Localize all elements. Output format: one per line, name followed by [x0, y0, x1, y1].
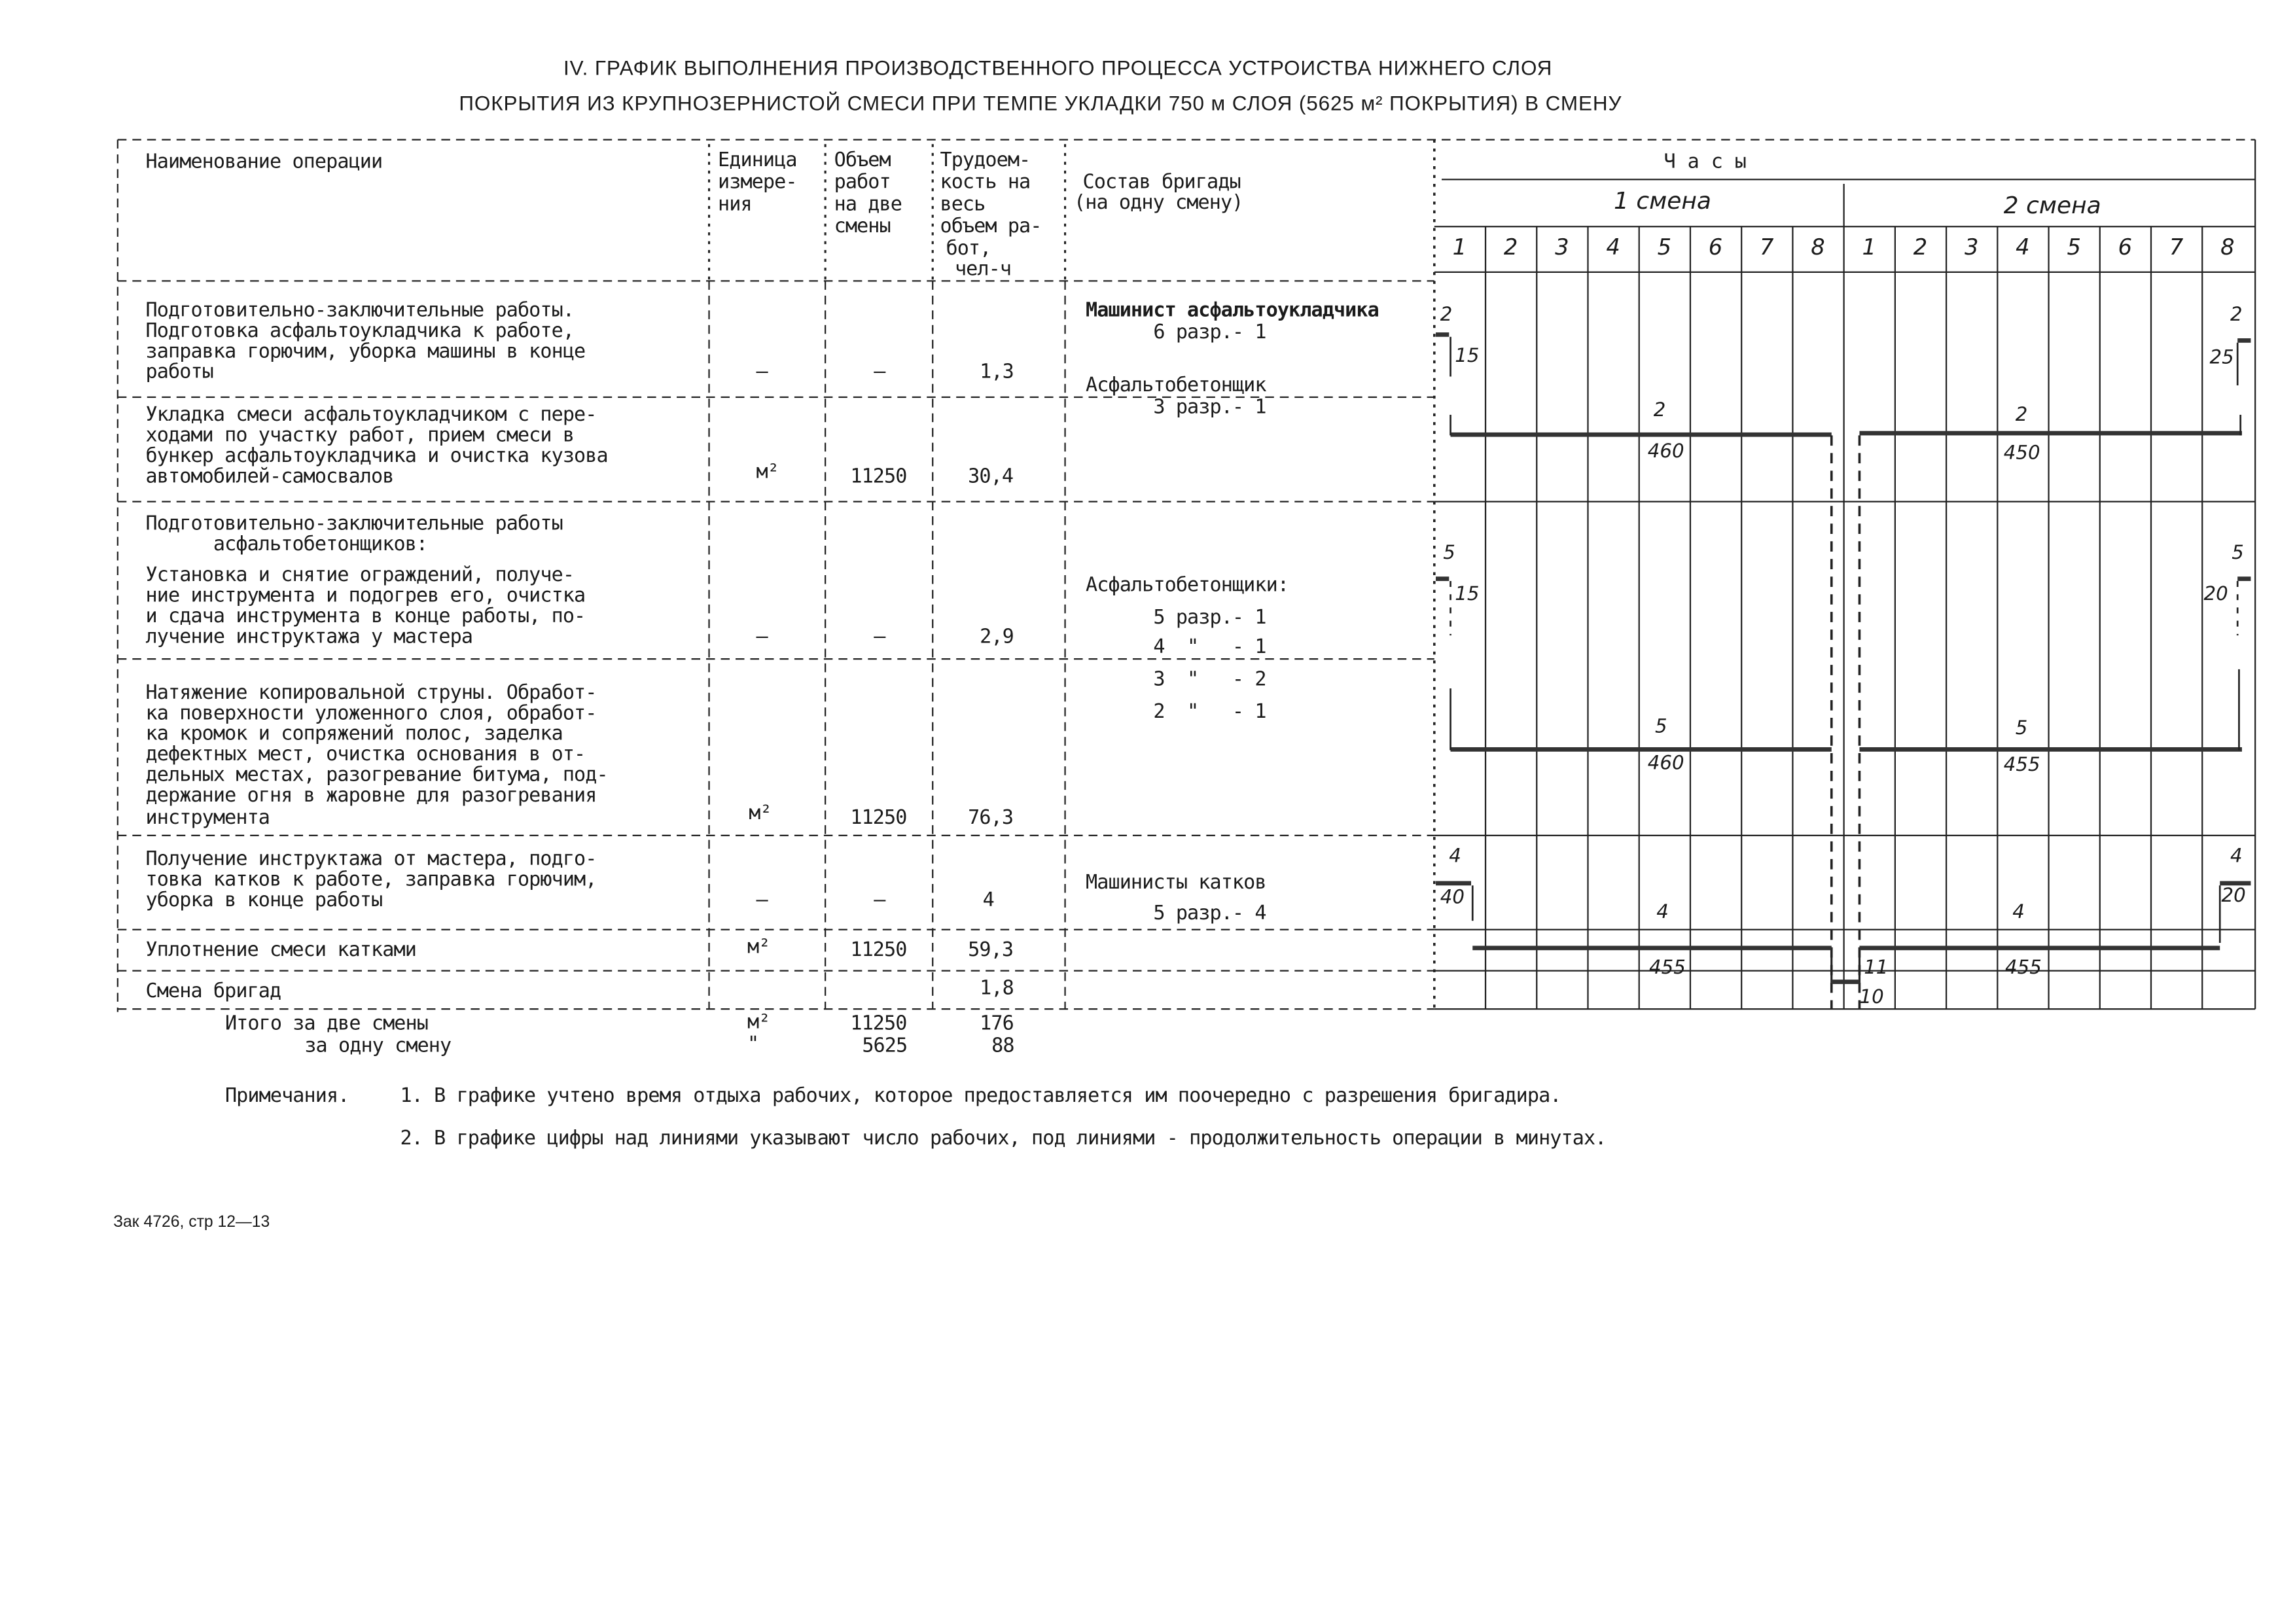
notes-label: Примечания.	[224, 1086, 349, 1108]
row3-labor: 2,9	[980, 626, 1014, 649]
row2-labor: 30,4	[968, 466, 1014, 489]
row5-name-3: уборка в конце работы	[145, 890, 383, 912]
row1-name-3: заправка горючим, уборка машины в конце	[145, 341, 586, 364]
row1-name-4: работы	[145, 362, 213, 384]
hour-number-1: 1	[1452, 234, 1467, 260]
crew-asphalt-workers: Асфальтобетонщики:	[1086, 574, 1289, 597]
hour-number-10: 2	[1913, 234, 1928, 260]
totals-label-2: за одну смену	[304, 1035, 452, 1058]
totals-unit-2: "	[747, 1034, 759, 1057]
gantt-d1-workers: 5	[1655, 716, 1667, 739]
row4-volume: 11250	[850, 807, 907, 830]
row5-name-1: Получение инструктажа от мастера, подго-	[145, 849, 597, 871]
gantt-b2-minutes: 450	[2003, 442, 2040, 465]
crew-asphalt-worker: Асфальтобетонщик	[1086, 375, 1266, 397]
hour-number-6: 6	[1708, 234, 1723, 260]
header-labor-2: кость на	[940, 172, 1031, 194]
hour-number-14: 6	[2118, 234, 2133, 260]
footer-order-ref: Зак 4726, стр 12—13	[113, 1213, 270, 1231]
totals-volume-2: 5625	[862, 1035, 908, 1058]
gantt-g-minutes: 10	[1859, 987, 1884, 1010]
gantt-g-workers: 11	[1864, 957, 1889, 980]
gantt-b2-workers: 2	[2015, 404, 2028, 427]
hour-number-4: 4	[1606, 234, 1620, 260]
header-volume-1: Объем	[834, 150, 891, 173]
gantt-a-end-workers: 2	[2230, 304, 2243, 327]
header-unit-3: ния	[718, 194, 752, 217]
gantt-a-start-workers: 2	[1440, 304, 1453, 327]
row4-name-2: ка поверхности уложенного слоя, обработ-	[145, 703, 597, 726]
row2-name-4: автомобилей-самосвалов	[145, 466, 394, 489]
header-labor-1: Трудоем-	[940, 150, 1031, 173]
header-shift-2: 2 смена	[2003, 191, 2101, 219]
gantt-c-end-workers: 5	[2232, 542, 2244, 565]
row4-name-5: дельных местах, разогревание битума, под-	[145, 764, 608, 787]
hour-number-9: 1	[1862, 234, 1876, 260]
gantt-c-start-minutes: 15	[1455, 584, 1480, 607]
gantt-e-start-workers: 4	[1449, 845, 1461, 868]
gantt-f1-minutes: 455	[1649, 957, 1686, 980]
header-crew-2: (на одну смену)	[1074, 192, 1243, 215]
row4-name-6: держание огня в жаровне для разогревания	[145, 785, 597, 808]
row1-labor: 1,3	[980, 362, 1014, 384]
gantt-bar-d-shift1	[1451, 747, 1832, 752]
hour-number-11: 3	[1964, 234, 1979, 260]
note-2: 2. В графике цифры над линиями указывают число рабочих, под линиями - продолжительность операции в минутах.	[400, 1128, 1607, 1150]
title-line-2: ПОКРЫТИЯ ИЗ КРУПНОЗЕРНИСТОЙ СМЕСИ ПРИ ТЕМПЕ УКЛАДКИ 750 м СЛОЯ (5625 м² ПОКРЫТИЯ) В СМЕНУ	[459, 91, 1622, 115]
hour-number-8: 8	[1811, 234, 1825, 260]
row3-name-4: Установка и снятие ограждений, получе-	[145, 565, 575, 587]
row3-name-7: лучение инструктажа у мастера	[145, 626, 473, 649]
row5-volume: –	[874, 890, 885, 912]
gantt-f2-minutes: 455	[2005, 957, 2042, 980]
gantt-d2-minutes: 455	[2003, 754, 2040, 777]
row3-name-2: асфальтобетонщиков:	[145, 534, 428, 556]
row6-volume: 11250	[850, 940, 907, 962]
gantt-b1-minutes: 460	[1647, 441, 1684, 464]
gantt-bar-c-end	[2237, 576, 2251, 581]
hour-number-7: 7	[1760, 234, 1774, 260]
row4-labor: 76,3	[968, 807, 1014, 830]
row1-volume: –	[874, 362, 885, 384]
gantt-e-end-minutes: 20	[2221, 885, 2246, 908]
gantt-d1-minutes: 460	[1647, 752, 1684, 775]
row4-name-1: Натяжение копировальной струны. Обработ-	[145, 682, 597, 705]
header-crew-1: Состав бригады	[1082, 172, 1241, 194]
gantt-c-end-minutes: 20	[2203, 584, 2228, 607]
row2-name-2: ходами по участку работ, прием смеси в	[145, 425, 575, 448]
row6-labor: 59,3	[968, 940, 1014, 962]
gantt-bar-d-shift2	[1859, 747, 2241, 752]
row4-name-7: инструмента	[145, 807, 270, 830]
crew-asphalt-grade-4: 4 " - 1	[1086, 637, 1266, 660]
crew-asphalt-grade-5: 5 разр.- 1	[1086, 607, 1266, 630]
gantt-bar-c-start	[1436, 576, 1449, 581]
header-labor-4: объем ра-	[940, 216, 1042, 239]
gantt-d2-workers: 5	[2015, 718, 2028, 740]
header-volume-2: работ	[834, 172, 891, 194]
crew-roller-operators: Машинисты катков	[1086, 872, 1266, 894]
header-shift-1: 1 смена	[1614, 186, 1711, 215]
row5-labor: 4	[982, 890, 994, 912]
gantt-bar-a-start	[1436, 332, 1449, 337]
header-unit-1: Единица	[718, 150, 797, 173]
gantt-a-start-minutes: 15	[1455, 345, 1480, 368]
row3-unit: –	[756, 626, 768, 649]
hour-number-3: 3	[1555, 234, 1569, 260]
row7-labor: 1,8	[980, 978, 1014, 1000]
row1-name-2: Подготовка асфальтоукладчика к работе,	[145, 321, 575, 343]
hour-number-16: 8	[2220, 234, 2235, 260]
gantt-e-end-workers: 4	[2230, 845, 2243, 868]
hour-number-13: 5	[2067, 234, 2081, 260]
gantt-bar-e-end	[2220, 881, 2251, 886]
row1-name-1: Подготовительно-заключительные работы.	[145, 300, 575, 323]
row4-name-3: ка кромок и сопряжений полос, заделка	[145, 724, 563, 746]
gantt-f1-workers: 4	[1656, 902, 1669, 924]
totals-labor-2: 88	[991, 1035, 1014, 1058]
header-unit-2: измере-	[718, 172, 797, 194]
row5-name-2: товка катков к работе, заправка горючим,	[145, 869, 597, 892]
row2-name-3: бункер асфальтоукладчика и очистка кузова	[145, 446, 608, 468]
row3-name-1: Подготовительно-заключительные работы	[145, 513, 563, 536]
header-name: Наименование операции	[145, 151, 383, 174]
gantt-bar-b-shift2	[1859, 431, 2241, 436]
row7-name-1: Смена бригад	[145, 981, 281, 1004]
row2-name-1: Укладка смеси асфальтоукладчиком с пере-	[145, 404, 597, 427]
gantt-f2-workers: 4	[2012, 902, 2025, 924]
row6-name-1: Уплотнение смеси катками	[145, 940, 416, 962]
crew-paver-operator: Машинист асфальтоукладчика	[1086, 300, 1379, 323]
header-volume-4: смены	[834, 216, 891, 239]
row4-name-4: дефектных мест, очистка основания в от-	[145, 744, 586, 767]
gantt-bar-f-shift2	[1859, 945, 2220, 950]
note-1: 1. В графике учтено время отдыха рабочих, которое предоставляется им поочередно с разрешения бригадира.	[400, 1086, 1561, 1108]
row5-unit: –	[756, 890, 768, 912]
totals-labor-1: 176	[980, 1013, 1014, 1036]
gantt-e-start-minutes: 40	[1440, 887, 1465, 909]
row2-volume: 11250	[850, 466, 907, 489]
gantt-a-end-minutes: 25	[2209, 347, 2234, 370]
crew-paver-operator-grade: 6 разр.- 1	[1086, 322, 1266, 345]
header-labor-6: чел-ч	[954, 258, 1012, 281]
crew-asphalt-worker-grade: 3 разр.- 1	[1086, 397, 1266, 419]
header-labor-3: весь	[940, 194, 986, 217]
row6-unit: м²	[747, 936, 770, 959]
header-labor-5: бот,	[946, 238, 991, 260]
hour-number-2: 2	[1503, 234, 1518, 260]
row3-name-5: ние инструмента и подогрев его, очистка	[145, 585, 586, 608]
header-hours: Часы	[1663, 151, 1758, 174]
hour-number-12: 4	[2016, 234, 2030, 260]
crew-asphalt-grade-3: 3 " - 2	[1086, 669, 1266, 692]
row3-volume: –	[874, 626, 885, 649]
gantt-c-start-workers: 5	[1443, 542, 1455, 565]
totals-label-1: Итого за две смены	[224, 1013, 428, 1036]
title-line-1: IV. ГРАФИК ВЫПОЛНЕНИЯ ПРОИЗВОДСТВЕННОГО ПРОЦЕССА УСТРОИСТВА НИЖНЕГО СЛОЯ	[563, 56, 1553, 80]
gantt-bar-f-shift1	[1472, 945, 1832, 950]
gantt-b1-workers: 2	[1653, 400, 1666, 423]
hour-number-5: 5	[1657, 234, 1672, 260]
hour-number-15: 7	[2169, 234, 2184, 260]
totals-volume-1: 11250	[850, 1013, 907, 1036]
crew-asphalt-grade-2: 2 " - 1	[1086, 701, 1266, 724]
gantt-bar-g	[1832, 980, 1860, 984]
row2-unit: м²	[756, 461, 779, 484]
totals-unit-1: м²	[747, 1012, 770, 1034]
row3-name-6: и сдача инструмента в конце работы, по-	[145, 606, 586, 628]
gantt-bar-e-start	[1436, 881, 1471, 886]
row1-unit: –	[756, 362, 768, 384]
crew-roller-grade: 5 разр.- 4	[1086, 903, 1266, 925]
gantt-bar-b-shift1	[1451, 432, 1832, 437]
row4-unit: м²	[749, 803, 772, 826]
header-volume-3: на две	[834, 194, 902, 217]
gantt-bar-a-end	[2237, 338, 2251, 343]
